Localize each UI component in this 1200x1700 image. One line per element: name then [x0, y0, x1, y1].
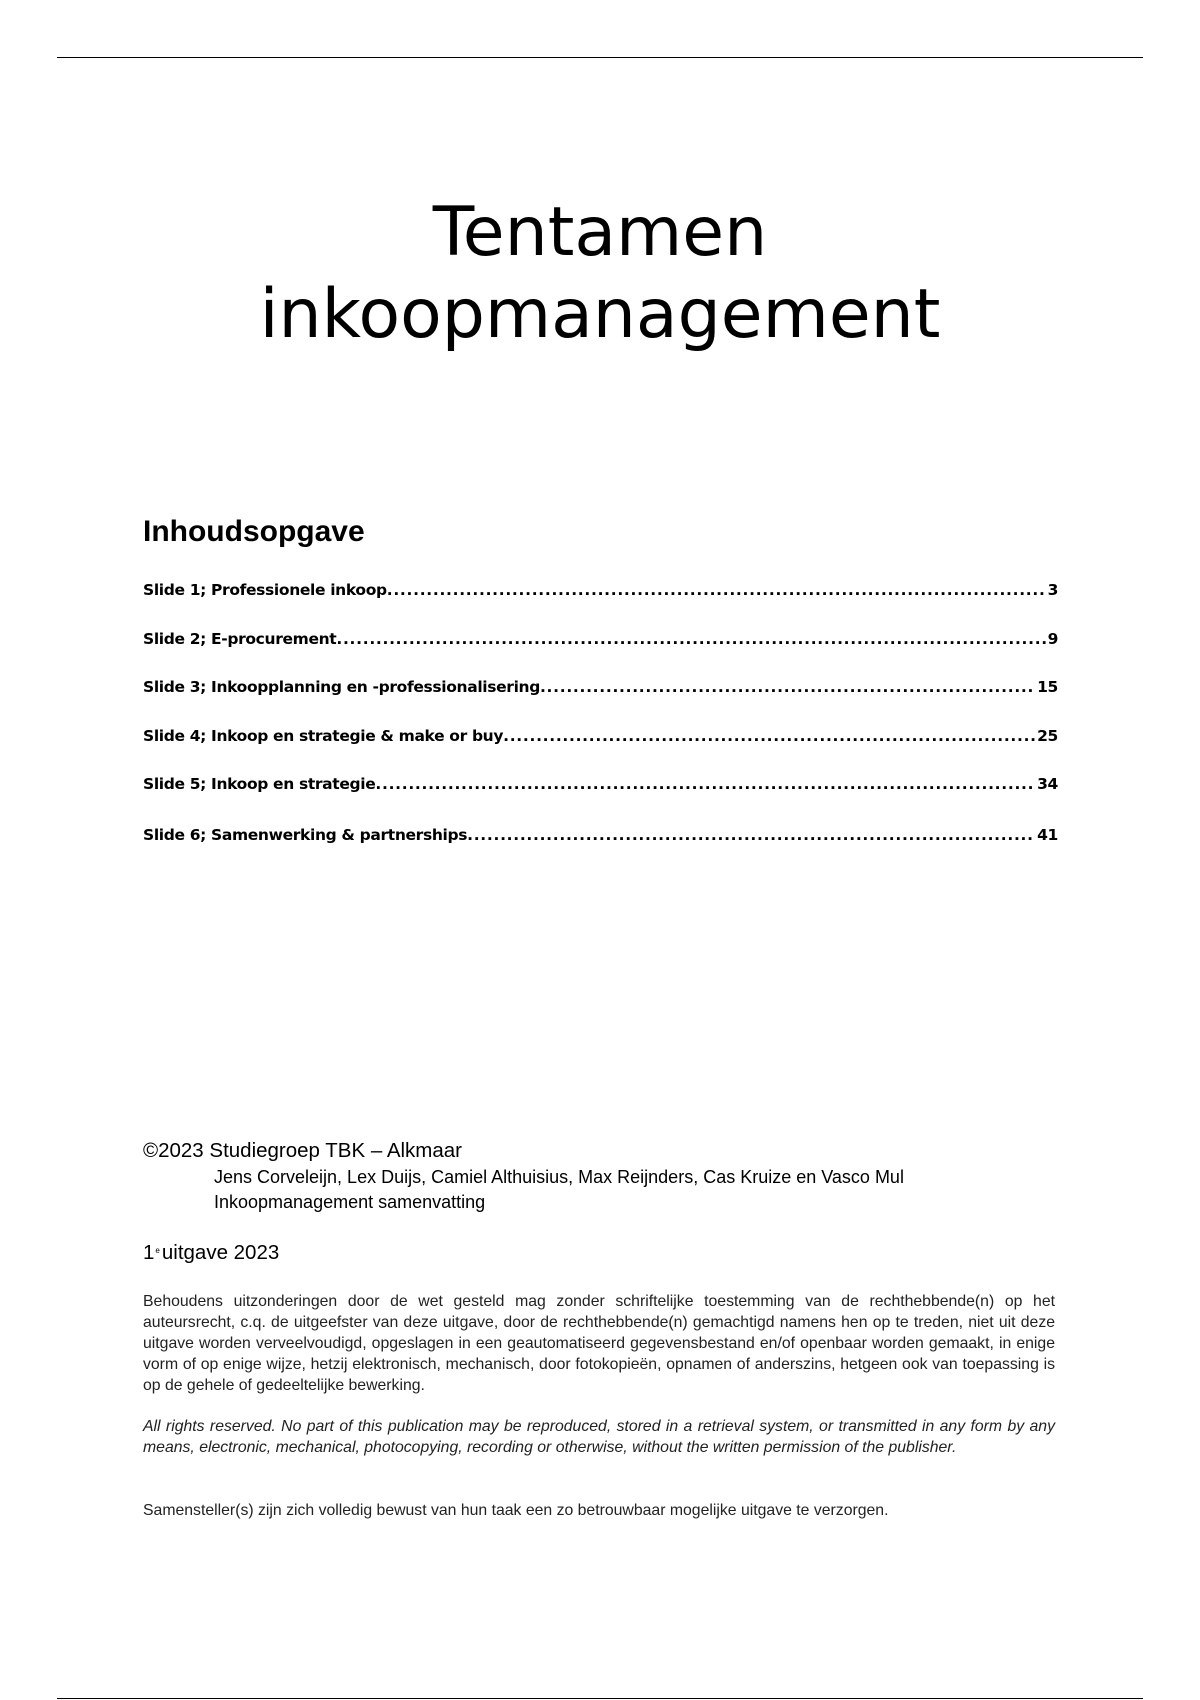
edition-text: uitgave 2023 — [161, 1241, 280, 1264]
toc-dot-leader — [503, 724, 1035, 748]
toc-dot-leader — [336, 627, 1045, 651]
document-subtitle: Inkoopmanagement samenvatting — [214, 1192, 486, 1212]
toc-entry-page: 15 — [1037, 678, 1058, 696]
title-line-1: Tentamen — [432, 192, 768, 272]
footer-rule — [57, 1698, 1143, 1699]
toc-dot-leader — [540, 675, 1035, 699]
toc-dot-leader — [467, 823, 1035, 847]
toc-entry-5[interactable] — [143, 772, 1058, 796]
compiler-disclaimer: Samensteller(s) zijn zich volledig bewust van hun taak een zo betrouwbaar mogelijke uitgave te verzorgen. — [143, 1502, 889, 1519]
toc-entry-label: Slide 3; Inkoopplanning en -professionalisering — [143, 678, 540, 696]
toc-entry-page: 34 — [1037, 775, 1058, 793]
toc-entry-2[interactable] — [143, 627, 1058, 651]
toc-entry-page: 41 — [1037, 826, 1058, 844]
header-rule — [57, 57, 1143, 58]
toc-entry-page: 25 — [1037, 727, 1058, 745]
edition-number: 1 — [143, 1241, 155, 1264]
toc-entry-page: 3 — [1047, 581, 1058, 599]
title-line-2: inkoopmanagement — [259, 274, 941, 354]
toc-dot-leader — [387, 578, 1046, 602]
toc-entry-3[interactable] — [143, 675, 1058, 699]
authors-line: Jens Corveleijn, Lex Duijs, Camiel Althuisius, Max Reijnders, Cas Kruize en Vasco Mul — [214, 1167, 904, 1187]
toc-dot-leader — [375, 772, 1035, 796]
toc-entry-label: Slide 5; Inkoop en strategie — [143, 775, 376, 793]
toc-entry-label: Slide 1; Professionele inkoop — [143, 581, 387, 599]
legal-notice-english: All rights reserved. No part of this publication may be reproduced, stored in a retrieval system, or transmitted in any form by any means, electronic, mechanical, photocopying, recording or otherwise, without the written permission of the publisher. — [143, 1418, 1055, 1456]
copyright-line: ©2023 Studiegroep TBK – Alkmaar — [143, 1139, 463, 1162]
toc-entry-page: 9 — [1047, 630, 1058, 648]
document-title — [0, 192, 1200, 356]
toc-entry-label: Slide 6; Samenwerking & partnerships — [143, 826, 468, 844]
toc-entry-4[interactable] — [143, 724, 1058, 748]
toc-entry-label: Slide 4; Inkoop en strategie & make or buy — [143, 727, 504, 745]
toc-entry-6[interactable] — [143, 823, 1058, 847]
legal-notice-dutch: Behoudens uitzonderingen door de wet gesteld mag zonder schriftelijke toestemming van de rechthebbende(n) op het auteursrecht, c.q. de uitgeefster van deze uitgave, door de rechthebbende(n) gemachtigd namens hen op te treden, niet uit deze uitgave worden verveelvoudigd, opgeslagen in een geautomatiseerd gegevensbestand en/of openbaar worden gemaakt, in enige vorm of op enige wijze, hetzij elektronisch, mechanisch, door fotokopieën, opnamen of anderszins, hetgeen ook van toepassing is op de gehele of gedeeltelijke bewerking. — [143, 1293, 1055, 1394]
toc-heading: Inhoudsopgave — [143, 515, 365, 548]
toc-entry-1[interactable] — [143, 578, 1058, 602]
edition-suffix: e — [155, 1246, 160, 1255]
toc-entry-label: Slide 2; E-procurement — [143, 630, 337, 648]
edition-line — [143, 1238, 279, 1266]
